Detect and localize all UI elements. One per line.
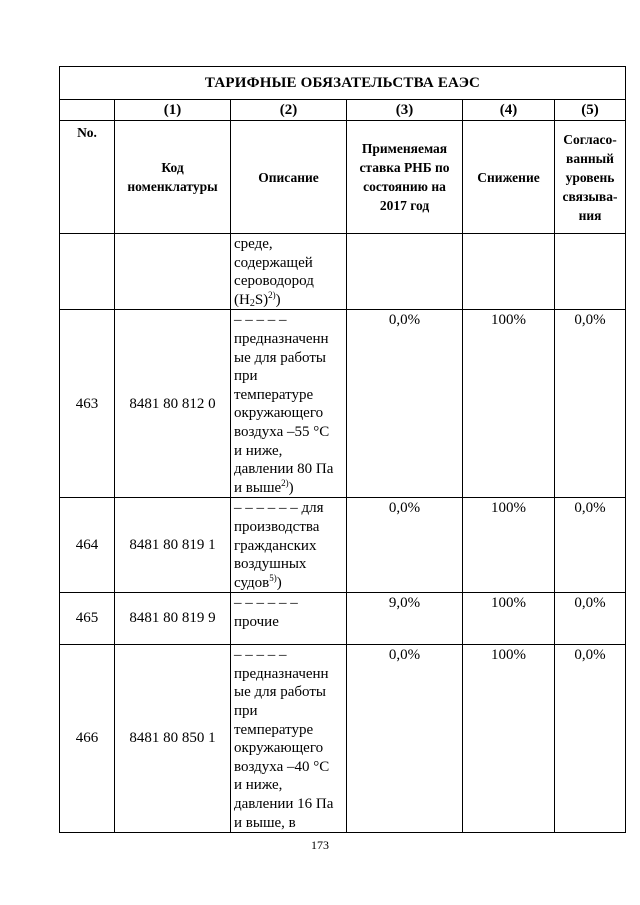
description-line: окружающего <box>234 740 324 757</box>
description-line: – – – – – <box>234 312 287 329</box>
reduction: 100% <box>463 645 555 833</box>
column-number-0 <box>60 100 115 121</box>
description-line: температуре <box>234 386 314 403</box>
bound-rate <box>555 234 626 310</box>
footnote-marker: 2) <box>281 477 289 488</box>
column-number-2: (2) <box>231 100 347 121</box>
description-line: предназначенн <box>234 665 329 682</box>
description-line: воздуха –55 °С <box>234 423 330 440</box>
footnote-marker: 2) <box>268 289 276 300</box>
row-number: 464 <box>60 498 115 593</box>
table-title: ТАРИФНЫЕ ОБЯЗАТЕЛЬСТВА ЕАЭС <box>60 67 626 100</box>
column-number-3: (3) <box>347 100 463 121</box>
description-line: прочие <box>234 613 279 630</box>
reduction: 100% <box>463 310 555 498</box>
title-row <box>60 67 626 100</box>
row-number: 463 <box>60 310 115 498</box>
nomenclature-code: 8481 80 819 1 <box>115 498 231 593</box>
reduction: 100% <box>463 498 555 593</box>
description-line: сероводород <box>234 273 314 290</box>
applied-rate: 0,0% <box>347 310 463 498</box>
description-cell <box>231 645 347 833</box>
description-cell <box>231 498 347 593</box>
row-number: 465 <box>60 593 115 645</box>
description-line: воздушных <box>234 556 307 573</box>
bound-rate: 0,0% <box>555 498 626 593</box>
description-line: ые для работы <box>234 684 326 701</box>
description-cell <box>231 310 347 498</box>
tariff-table <box>59 66 626 833</box>
column-number-4: (4) <box>463 100 555 121</box>
header-description: Описание <box>231 121 347 234</box>
page-number: 173 <box>311 838 329 852</box>
reduction: 100% <box>463 593 555 645</box>
description-line: и ниже, <box>234 777 283 794</box>
description-cell <box>231 593 347 645</box>
nomenclature-code: 8481 80 850 1 <box>115 645 231 833</box>
column-number-5: (5) <box>555 100 626 121</box>
table-row <box>60 645 626 833</box>
header-row <box>60 121 626 234</box>
row-number: 466 <box>60 645 115 833</box>
applied-rate: 0,0% <box>347 498 463 593</box>
description-line: окружающего <box>234 405 324 422</box>
description-line: ые для работы <box>234 349 326 366</box>
header-no: No. <box>60 121 115 234</box>
bound-rate: 0,0% <box>555 593 626 645</box>
description-line: и выше, в <box>234 814 296 831</box>
description-footnote-line: $(H_2S)^{2)}$) <box>234 289 281 309</box>
applied-rate: 0,0% <box>347 645 463 833</box>
description-line: давлении 80 Па <box>234 461 334 478</box>
description-line: температуре <box>234 721 314 738</box>
description-line: содержащей <box>234 254 313 271</box>
nomenclature-code: 8481 80 819 9 <box>115 593 231 645</box>
description-line: среде, <box>234 236 273 252</box>
description-footnote-line: и выше$^{2)}$) <box>234 477 294 496</box>
column-number-1: (1) <box>115 100 231 121</box>
header-rate: Применяемая ставка РНБ по состоянию на 2017 год <box>347 121 463 234</box>
table-row <box>60 593 626 645</box>
description-line: – – – – – – для <box>234 500 324 517</box>
nomenclature-code: 8481 80 812 0 <box>115 310 231 498</box>
table-row <box>60 234 626 310</box>
description-line: воздуха –40 °С <box>234 758 330 775</box>
table-row <box>60 498 626 593</box>
description-line: – – – – – – <box>234 595 298 612</box>
tariff-document <box>59 66 625 833</box>
description-line: при <box>234 368 258 385</box>
table-row <box>60 310 626 498</box>
description-line: – – – – – <box>234 647 287 664</box>
description-line: производства <box>234 518 320 535</box>
applied-rate <box>347 234 463 310</box>
description-line: давлении 16 Па <box>234 796 334 813</box>
header-binding: Согласо- ванный уровень связыва- ния <box>555 121 626 234</box>
bound-rate: 0,0% <box>555 645 626 833</box>
nomenclature-code <box>115 234 231 310</box>
description-line: и ниже, <box>234 442 283 459</box>
description-line: гражданских <box>234 537 317 554</box>
description-line: предназначенн <box>234 330 329 347</box>
bound-rate: 0,0% <box>555 310 626 498</box>
header-code: Код номенклатуры <box>115 121 231 234</box>
description-footnote-line: судов$^{5)}$) <box>234 572 282 591</box>
row-number <box>60 234 115 310</box>
description-cell <box>231 234 347 310</box>
column-number-row <box>60 100 626 121</box>
header-reduction: Снижение <box>463 121 555 234</box>
applied-rate: 9,0% <box>347 593 463 645</box>
description-line: при <box>234 703 258 720</box>
footnote-marker: 5) <box>269 572 277 583</box>
reduction <box>463 234 555 310</box>
